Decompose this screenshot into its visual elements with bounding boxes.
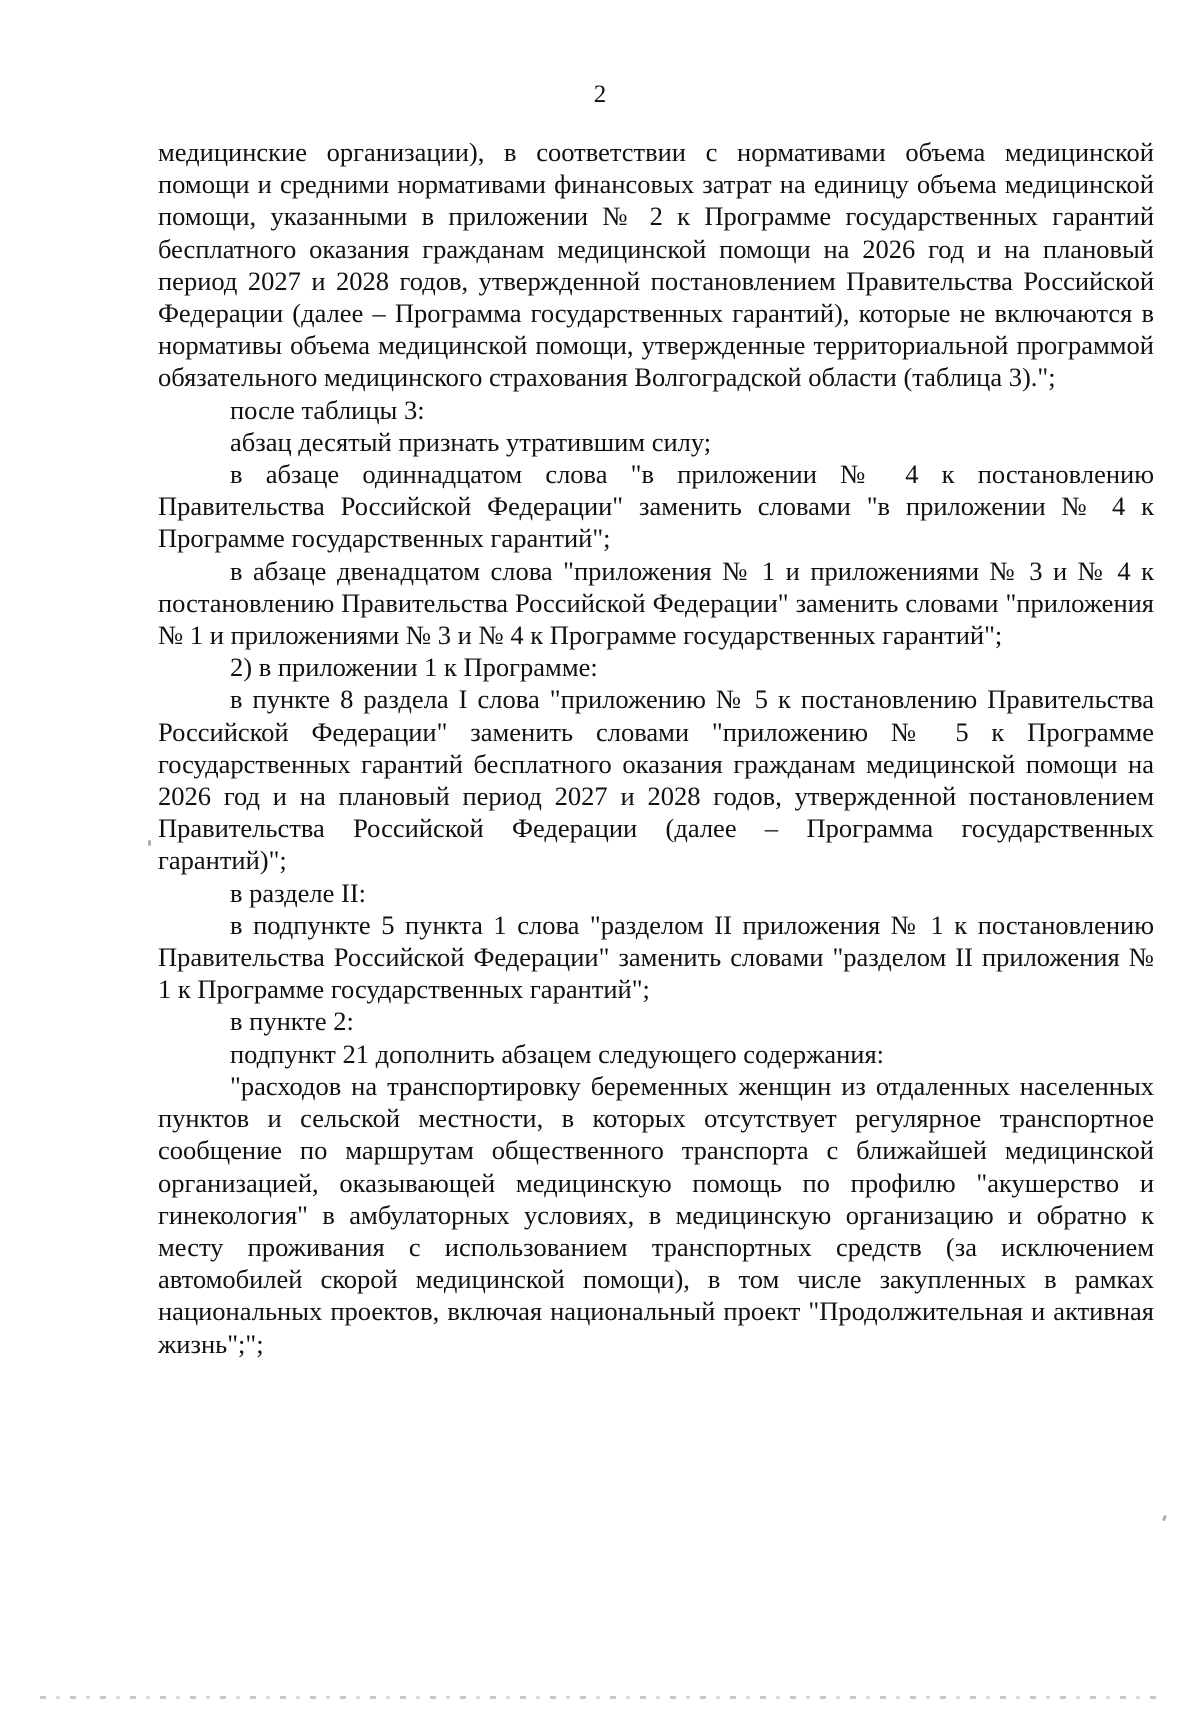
paragraph-section-2: в разделе II: — [230, 877, 367, 908]
scan-artifact — [148, 840, 151, 846]
page-number: 2 — [593, 81, 607, 108]
paragraph-appendix-1: 2) в приложении 1 к Программе: — [230, 652, 598, 683]
paragraph-twelfth-abzac: в абзаце двенадцатом слова "приложения № 1 и приложениями № 3 и № 4 к постановлению Правительства Российской Федерации" заменить словами "приложения № 1 и приложениями № 3 и № 4 к Программе государственных гарантий"; — [158, 555, 1154, 651]
paragraph-subpoint-21: подпункт 21 дополнить абзацем следующего содержания: — [230, 1038, 885, 1069]
scan-artifact — [1162, 1515, 1167, 1522]
paragraph-point-2: в пункте 2: — [230, 1006, 354, 1037]
paragraph-quoted-addition: "расходов на транспортировку беременных женщин из отдаленных населенных пунктов и сельской местности, в которых отсутствует регулярное транспортное сообщение по маршрутам общественного транспорта с ближайшей медицинской организацией, оказывающей медицинскую помощь по профилю "акушерство и гинекология" в амбулаторных условиях, в медицинскую организацию и обратно к месту проживания с использованием транспортных средств (за исключением автомобилей скорой медицинской помощи), в том числе закупленных в рамках национальных проектов, включая национальный проект "Продолжительная и активная жизнь";"; — [158, 1070, 1154, 1359]
paragraph-subpoint-5: в подпункте 5 пункта 1 слова "разделом II приложения № 1 к постановлению Правительства Российской Федерации" заменить словами "разделом II приложения № 1 к Программе государственных гарантий"; — [158, 909, 1154, 1005]
paragraph-tenth-abzac: абзац десятый признать утратившим силу; — [230, 426, 712, 457]
document-body — [158, 136, 1154, 1360]
scan-edge-artifact — [40, 1696, 1160, 1699]
paragraph-point-8: в пункте 8 раздела I слова "приложению № 5 к постановлению Правительства Российской Федерации" заменить словами "приложению № 5 к Программе государственных гарантий бесплатного оказания гражданам медицинской помощи на 2026 год и на плановый период 2027 и 2028 годов, утвержденной постановлением Правительства Российской Федерации (далее – Программа государственных гарантий)"; — [158, 684, 1154, 876]
paragraph-eleventh-abzac: в абзаце одиннадцатом слова "в приложении № 4 к постановлению Правительства Российской Федерации" заменить словами "в приложении № 4 к Программе государственных гарантий"; — [158, 459, 1154, 554]
paragraph-continuation: медицинские организации), в соответствии с нормативами объема медицинской помощи и средними нормативами финансовых затрат на единицу объема медицинской помощи, указанными в приложении № 2 к Программе государственных гарантий бесплатного оказания гражданам медицинской помощи на 2026 год и на плановый период 2027 и 2028 годов, утвержденной постановлением Правительства Российской Федерации (далее – Программа государственных гарантий), которые не включаются в нормативы объема медицинской помощи, утвержденные территориальной программой обязательного медицинского страхования Волгоградской области (таблица 3)."; — [158, 137, 1154, 393]
paragraph-after-table: после таблицы 3: — [230, 394, 425, 425]
